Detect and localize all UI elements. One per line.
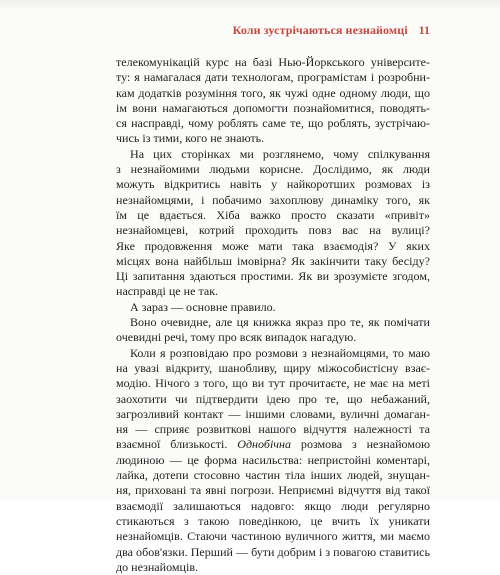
text-line: взаємодії залишаються надовго: якщо люди регулярно <box>116 498 430 513</box>
text-line: ня, приховані та явні погрози. Неприємні відчуття від такої <box>116 483 430 498</box>
text-line: до незнайомців. <box>116 559 199 574</box>
text-line: телекомунікацій курс на базі Нью-Йоркського університе- <box>116 55 430 69</box>
text-line: А зараз — основне правило. <box>130 299 276 314</box>
text-line: ня — сприяє розвиткові нашого відчуття належності та <box>116 422 430 437</box>
paragraph <box>116 147 430 300</box>
text-line: кам додатків розуміння того, як чужі одне одному люди, що <box>116 85 430 100</box>
text-line: На цих сторінках ми розглянемо, чому спілкування <box>130 146 430 161</box>
text-line: незнайомців. Стаючи частиною вуличного життя, ми маємо <box>116 529 430 544</box>
text-line: загрозливий контакт — іншими словами, вуличні домаган- <box>116 406 430 421</box>
text-line: їм це вдається. Хіба важко просто сказати «привіт» <box>116 207 430 222</box>
text-line: ту: я намагалася дати технологам, програмістам і розробни- <box>116 70 430 85</box>
text-line: Яке продовження може мати така взаємодія? У яких <box>116 238 430 253</box>
text-line: можуть відкритись навіть у найкоротших розмовах із <box>116 177 430 192</box>
paragraph <box>116 55 430 147</box>
emphasized-word: Однобічна <box>237 437 292 452</box>
text-line: насправді це не так. <box>116 284 219 299</box>
page-body-text <box>116 55 430 575</box>
text-line: чись із тими, кого не знають. <box>116 131 265 146</box>
text-line: модію. Нічого з того, що ви тут прочитаєте, не має на меті <box>116 376 430 391</box>
paragraph <box>116 346 430 575</box>
running-header-title: Коли зустрічаються незнайомці <box>232 23 408 37</box>
text-line: Коли я розповідаю про розмови з незнайомцями, то маю <box>130 345 430 360</box>
text-line: стикаються з такою поведінкою, це вчить їх уникати <box>116 513 430 528</box>
text-line: ім вони намагаються допомогти познайомитися, поводять- <box>116 100 430 115</box>
text-line: лайка, дотепи стосовно частин тіла інших людей, знущан- <box>116 468 430 483</box>
running-header <box>0 23 430 38</box>
text-line: незнайомцями, і побачимо захоплюву динаміку того, як <box>116 192 430 207</box>
paragraph <box>116 315 430 346</box>
text-line: місцях вона найбільш імовірна? Як закінчити таку бесіду? <box>116 253 430 268</box>
page-top-edge <box>0 0 500 10</box>
text-line: заохотити чи підтвердити ідею про те, що небажаний, <box>116 391 430 406</box>
text-line: незнайомцеві, котрий проходить повз вас на вулиці? <box>116 223 430 238</box>
text-line: людиною — це форма насильства: непристойні коментарі, <box>116 452 430 467</box>
page-number: 11 <box>418 23 430 37</box>
text-line: ся насправді, чому роблять саме те, що роблять, зустрічаю- <box>116 116 430 131</box>
text-line: з незнайомими людьми корисне. Дослідимо, як люди <box>116 162 430 177</box>
paragraph <box>116 300 430 315</box>
text-line: на увазі відкриту, шанобливу, щиру міжособистісну взає- <box>116 360 430 375</box>
text-line: очевидні речі, тому про всяк випадок нагадую. <box>116 330 357 345</box>
text-line: Воно очевидне, але ця книжка якраз про те, як помічати <box>130 315 430 330</box>
text-line: взаємної близькості. Однобічна розмова з незнайомою <box>116 437 430 452</box>
text-line: два обов'язки. Перший — бути добрим і з повагою ставитись <box>116 544 430 559</box>
text-line: Ці запитання здаються простими. Як ви зрозумієте згодом, <box>116 269 430 284</box>
